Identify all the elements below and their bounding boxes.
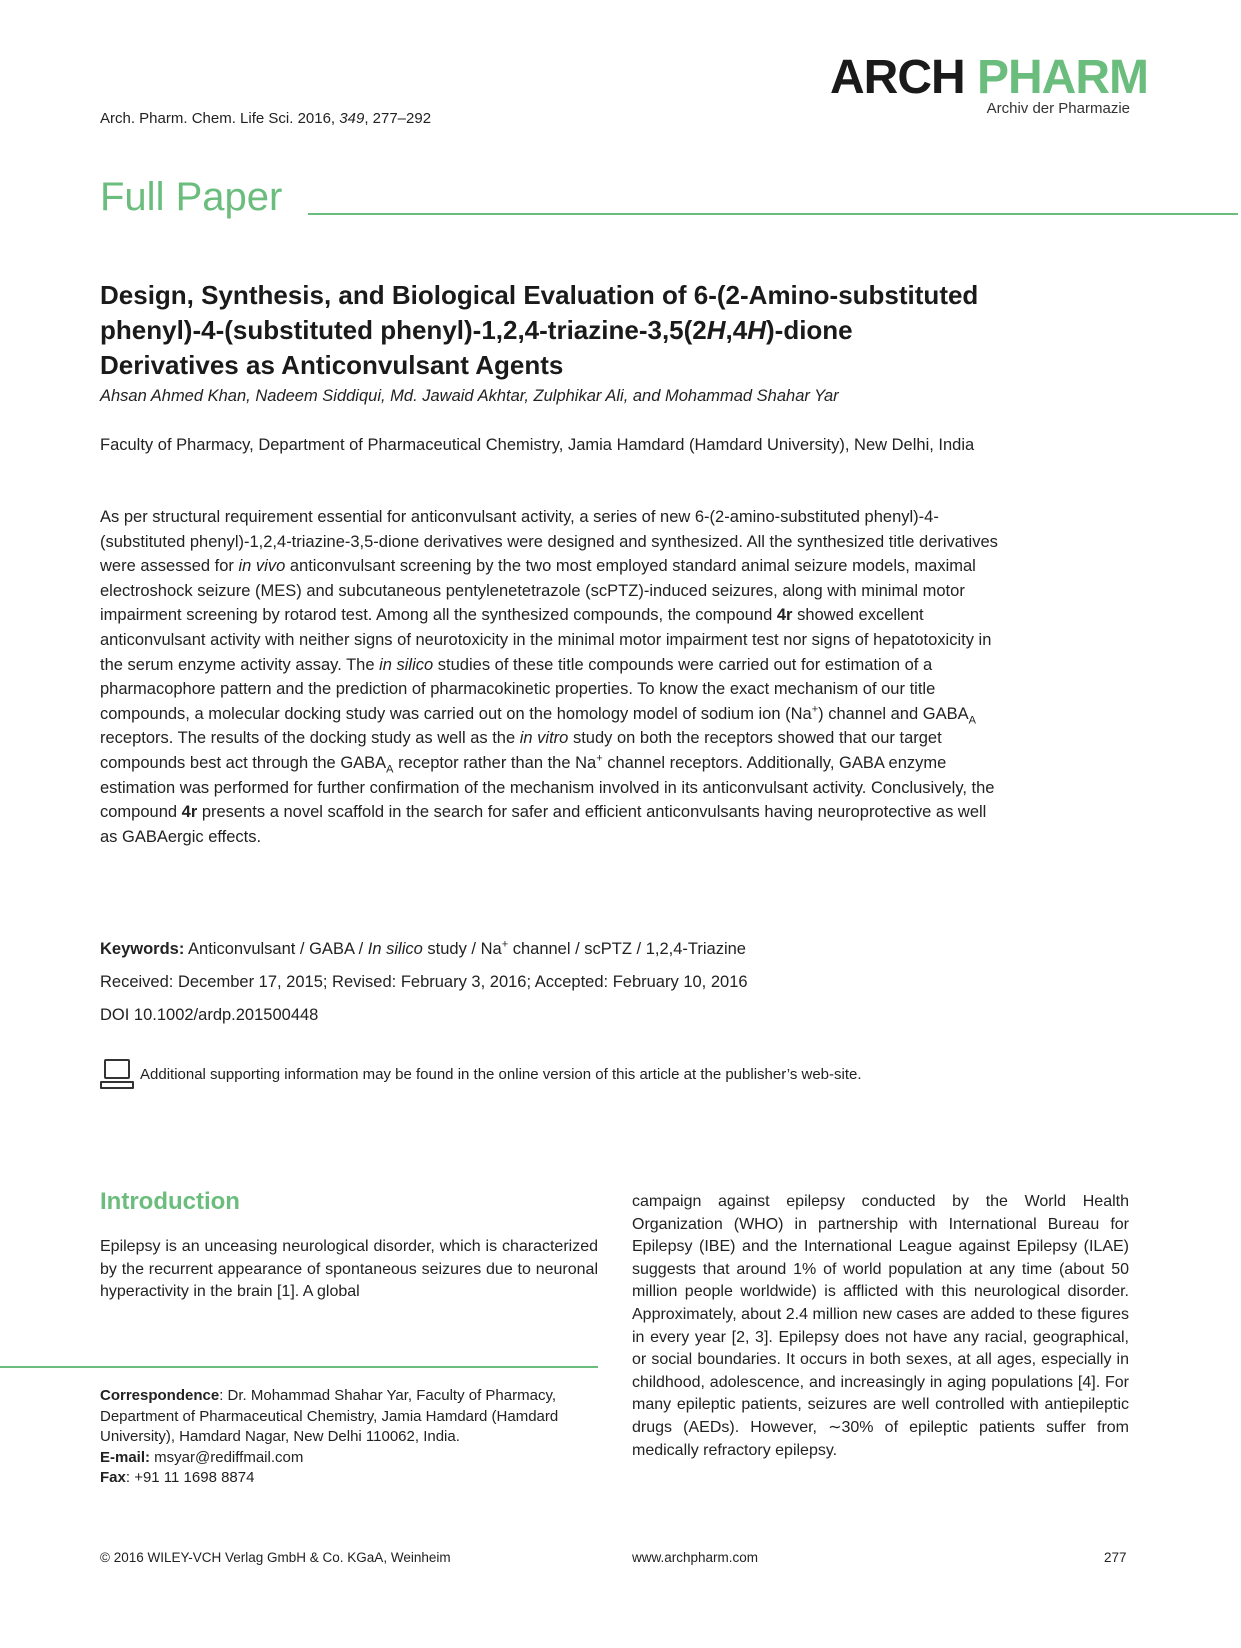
introduction-heading: Introduction bbox=[100, 1188, 240, 1215]
abstract-segment: ) channel and GABA bbox=[818, 704, 969, 723]
logo-pharm: PHARM bbox=[977, 51, 1148, 104]
abstract-segment: studies of these title compounds were carried out for estimation of a pharmacophore pattern and the prediction of pharmacokinetic properties. To know the exact mechanism of our title compounds, a molecular docking study was carried out on the homology model of sodium ion (Na bbox=[100, 655, 936, 723]
superscript: + bbox=[596, 752, 603, 765]
subscript: A bbox=[386, 763, 394, 776]
article-title bbox=[100, 278, 980, 383]
compound-label: 4r bbox=[181, 803, 198, 822]
page-number: 277 bbox=[1104, 1550, 1127, 1565]
email-address: msyar@rediffmail.com bbox=[150, 1448, 304, 1466]
superscript: + bbox=[501, 938, 509, 951]
affiliation: Faculty of Pharmacy, Department of Pharmaceutical Chemistry, Jamia Hamdard (Hamdard University), New Delhi, India bbox=[100, 436, 975, 454]
keywords-label: Keywords: bbox=[100, 940, 185, 958]
title-italic-h2: H bbox=[747, 315, 766, 345]
dates-line: Received: December 17, 2015; Revised: February 3, 2016; Accepted: February 10, 2016 bbox=[100, 973, 748, 991]
correspondence-note bbox=[100, 1386, 600, 1489]
doi-line: DOI 10.1002/ardp.201500448 bbox=[100, 1006, 319, 1024]
keywords-line bbox=[100, 940, 746, 959]
introduction-left-column: Epilepsy is an unceasing neurological disorder, which is characterized by the recurrent appearance of spontaneous seizures due to neuronal hyperactivity in the brain [1]. A global bbox=[100, 1238, 598, 1300]
journal-pages: , 277–292 bbox=[364, 110, 432, 127]
keywords-part: study / Na bbox=[422, 940, 502, 958]
abstract-italic: in vitro bbox=[519, 729, 569, 748]
introduction-right-column: campaign against epilepsy conducted by the World Health Organization (WHO) in partnership with International Bureau for Epilepsy (IBE) and the International League against Epilepsy (ILAE) suggests that around 1% of world population at any time (about 50 million people worldwide) is afflicted with this neurological disorder. Approximately, about 2.4 million new cases are added to these figures in every year [2, 3]. Epilepsy does not have any racial, geographical, or social boundaries. It occurs in both sexes, at all ages, especially in childhood, adolescence, and increasingly in aging populations [4]. For many epileptic patients, seizures are well controlled with antiepileptic drugs (AEDs). However, ∼30% of epileptic patients suffer from medically refractory epilepsy. bbox=[632, 1193, 1129, 1459]
supporting-info bbox=[100, 1058, 862, 1090]
fax-label: Fax bbox=[100, 1469, 126, 1486]
title-part-a: Design, Synthesis, and Biological Evaluation of 6-(2-Amino-substituted phenyl)-4-(substituted phenyl)-1,2,4-triazine-3,5(2 bbox=[100, 280, 979, 345]
email-label: E-mail: bbox=[100, 1448, 151, 1466]
abstract bbox=[100, 505, 1005, 849]
title-italic-h1: H bbox=[706, 315, 726, 345]
keywords-part: Anticonvulsant / GABA / bbox=[184, 940, 368, 958]
footnote-rule bbox=[0, 1366, 598, 1368]
abstract-segment: As per structural requirement essential for anticonvulsant activity, a series of new 6-(2-amino-substituted phenyl)-4-(substituted phenyl)-1,2,4-triazine-3,5-dione derivatives were designed and synthesized. All the synthesized title derivatives were assessed for bbox=[100, 508, 998, 576]
footer-copyright: © 2016 WILEY-VCH Verlag GmbH & Co. KGaA, Weinheim bbox=[100, 1550, 451, 1565]
computer-icon bbox=[100, 1058, 134, 1090]
compound-label: 4r bbox=[776, 606, 793, 625]
abstract-segment: presents a novel scaffold in the search for safer and efficient anticonvulsants having neuroprotective as well as GABAergic effects. bbox=[100, 803, 987, 846]
journal-reference bbox=[100, 110, 431, 127]
abstract-segment: channel receptors. Additionally, GABA enzyme estimation was performed for further confirmation of the mechanism involved in its anticonvulsant activity. Conclusively, the compound bbox=[100, 753, 995, 822]
fax-number: : +91 11 1698 8874 bbox=[125, 1469, 255, 1486]
title-part-b: )-dione Derivatives as Anticonvulsant Agents bbox=[100, 315, 853, 380]
keywords-part: channel / scPTZ / 1,2,4-Triazine bbox=[508, 940, 746, 958]
abstract-segment: receptors. The results of the docking study as well as the bbox=[100, 729, 520, 748]
section-label: Full Paper bbox=[100, 175, 283, 219]
superscript: + bbox=[811, 703, 819, 716]
author-list: Ahsan Ahmed Khan, Nadeem Siddiqui, Md. Jawaid Akhtar, Zulphikar Ali, and Mohammad Shahar Yar bbox=[100, 387, 839, 405]
footer-website: www.archpharm.com bbox=[632, 1550, 759, 1565]
abstract-segment: receptor rather than the Na bbox=[393, 753, 597, 772]
supporting-info-text: Additional supporting information may be found in the online version of this article at the publisher’s web-site. bbox=[140, 1065, 862, 1083]
abstract-segment: showed excellent anticonvulsant activity with neither signs of neurotoxicity in the minimal motor impairment test nor signs of hepatotoxicity in the serum enzyme activity assay. The bbox=[100, 606, 992, 674]
title-part-comma: ,4 bbox=[725, 315, 748, 345]
journal-ref-prefix: Arch. Pharm. Chem. Life Sci. 2016, bbox=[100, 110, 336, 127]
abstract-italic: in vivo bbox=[238, 557, 286, 576]
section-rule bbox=[308, 213, 1238, 215]
subscript: A bbox=[968, 714, 976, 727]
logo-arch: ARCH bbox=[830, 51, 965, 104]
abstract-segment: anticonvulsant screening by the two most employed standard animal seizure models, maximal electroshock seizure (MES) and subcutaneous pentylenetetrazole (scPTZ)-induced seizures, along with minimal motor impairment screening by rotarod test. Among all the synthesized compounds, the compound bbox=[100, 557, 976, 625]
keywords-italic: In silico bbox=[367, 940, 423, 958]
journal-volume: 349 bbox=[339, 110, 365, 127]
correspondence-label: Correspondence bbox=[100, 1387, 220, 1404]
logo-subtitle: Archiv der Pharmazie bbox=[986, 100, 1130, 117]
abstract-italic: in silico bbox=[379, 655, 434, 674]
journal-logo bbox=[830, 51, 1148, 117]
abstract-segment: study on both the receptors showed that our target compounds best act through the GABA bbox=[100, 729, 942, 772]
correspondence-text: : Dr. Mohammad Shahar Yar, Faculty of Pharmacy, Department of Pharmaceutical Chemistry, Jamia Hamdard (Hamdard University), Hamdard Nagar, New Delhi 110062, India. bbox=[100, 1387, 559, 1445]
